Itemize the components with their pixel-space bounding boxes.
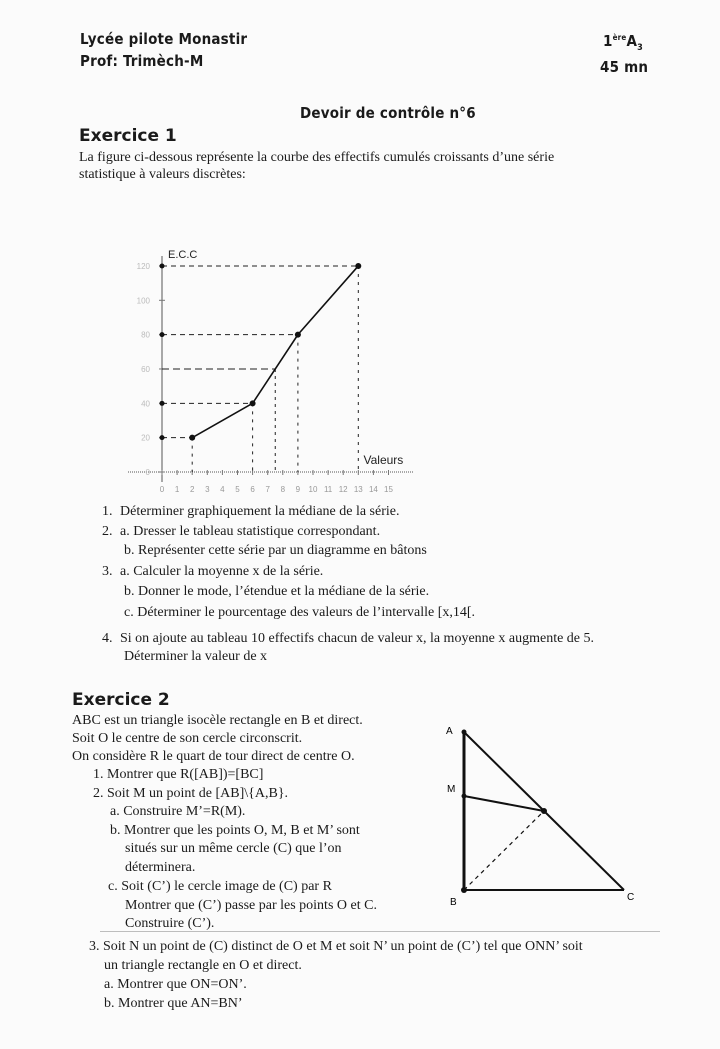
ex2-line: Construire (C’). <box>125 916 215 931</box>
ex2-line: situés sur un même cercle (C) que l’on <box>125 841 342 856</box>
point-b <box>461 887 467 893</box>
ex2-line: b. Montrer que AN=BN’ <box>104 996 243 1011</box>
ex2-line: un triangle rectangle en O et direct. <box>104 958 302 973</box>
ex2-line: 3. Soit N un point de (C) distinct de O et M et soit N’ un point de (C’) tel que ONN’ soit <box>89 939 583 954</box>
y-tick-label: 60 <box>141 364 150 374</box>
x-tick-label: 9 <box>295 485 301 494</box>
ecc-chart <box>0 190 720 510</box>
y-tick-label: 80 <box>141 330 150 340</box>
ex2-line: ABC est un triangle isocèle rectangle en B et direct. <box>72 713 363 728</box>
x-tick-label: 3 <box>205 485 210 494</box>
x-tick-label: 11 <box>323 485 333 494</box>
exercise1-heading: Exercice 1 <box>79 126 177 146</box>
triangle-figure <box>430 720 650 920</box>
divider <box>100 931 660 932</box>
teacher-name: Prof: Trimèch-M <box>80 52 204 70</box>
question-2a: 2. a. Dresser le tableau statistique correspondant. <box>102 524 381 539</box>
ex2-line: c. Soit (C’) le cercle image de (C) par R <box>108 879 332 894</box>
question-3c: c. Déterminer le pourcentage des valeurs de l’intervalle [x,14[. <box>124 605 476 620</box>
label-a: A <box>446 726 453 737</box>
exercise1-intro-line2: statistique à valeurs discrètes: <box>79 167 246 182</box>
ex2-line: b. Montrer que les points O, M, B et M’ sont <box>110 823 360 838</box>
y-tick-label: 40 <box>141 399 150 409</box>
y-axis-marker <box>160 332 165 337</box>
ex2-line: Soit O le centre de son cercle circonscrit. <box>72 731 303 746</box>
school-name: Lycée pilote Monastir <box>80 30 248 48</box>
x-tick-label: 8 <box>280 485 286 494</box>
x-tick-label: 0 <box>159 485 165 494</box>
x-tick-label: 4 <box>220 485 225 494</box>
y-axis-marker <box>160 401 165 406</box>
label-b: B <box>450 897 457 908</box>
chart-axes <box>128 256 414 482</box>
exercise2-heading: Exercice 2 <box>72 690 170 710</box>
ex2-line: a. Construire M’=R(M). <box>110 804 246 819</box>
y-axis-label: E.C.C <box>168 248 198 261</box>
ex2-line: déterminera. <box>125 860 196 875</box>
duration: 45 mn <box>600 58 649 76</box>
y-axis-marker <box>160 435 165 440</box>
ex2-line: 1. Montrer que R([AB])=[BC] <box>93 767 264 782</box>
label-m: M <box>447 784 456 795</box>
x-tick-label: 13 <box>353 485 363 494</box>
data-point <box>355 263 361 269</box>
ex2-line: On considère R le quart de tour direct de centre O. <box>72 749 355 764</box>
question-4: 4. Si on ajoute au tableau 10 effectifs chacun de valeur x, la moyenne x augmente de 5. <box>102 631 595 646</box>
x-tick-label: 5 <box>235 485 240 494</box>
chart-guides <box>160 263 359 472</box>
data-point <box>295 332 301 338</box>
exercise1-intro-line1: La figure ci-dessous représente la courbe des effectifs cumulés croissants d’une série <box>79 150 555 165</box>
y-tick-label: 100 <box>136 296 150 306</box>
question-2b: b. Représenter cette série par un diagramme en bâtons <box>124 543 427 558</box>
data-point <box>189 435 195 441</box>
chart-series <box>189 263 361 441</box>
segment-bo <box>464 811 544 890</box>
class-level: $1èreA_3$ <box>603 32 644 53</box>
y-tick-label: 120 <box>136 261 150 271</box>
data-point <box>250 400 256 406</box>
question-1: 1. Déterminer graphiquement la médiane de la série. <box>102 504 400 519</box>
x-tick-label: 10 <box>308 485 318 494</box>
ex2-line: a. Montrer que ON=ON’. <box>104 977 247 992</box>
x-tick-label: 12 <box>338 485 348 494</box>
x-tick-label: 7 <box>265 485 270 494</box>
y-tick-label: 20 <box>141 433 150 443</box>
point-m <box>462 794 467 799</box>
page-title: Devoir de contrôle n°6 <box>300 104 476 122</box>
question-3b: b. Donner le mode, l’étendue et la médiane de la série. <box>124 584 430 599</box>
label-c: C <box>627 892 635 903</box>
x-tick-label: 14 <box>368 485 378 494</box>
ex2-line: 2. Soit M un point de [AB]\{A,B}. <box>93 786 289 801</box>
x-tick-label: 2 <box>189 485 195 494</box>
x-axis-label: Valeurs <box>363 453 404 467</box>
y-tick-label: 0 <box>145 468 150 477</box>
ex2-line: Montrer que (C’) passe par les points O et C. <box>125 898 377 913</box>
y-axis-marker <box>160 263 165 268</box>
point-a <box>462 730 467 735</box>
point-o <box>541 808 547 814</box>
x-tick-label: 6 <box>250 485 255 494</box>
x-tick-label: 1 <box>174 485 180 494</box>
chart-labels <box>137 249 404 494</box>
question-3a: 3. a. Calculer la moyenne x de la série. <box>102 564 324 579</box>
x-tick-label: 15 <box>384 485 393 494</box>
question-4-cont: Déterminer la valeur de x <box>124 649 268 664</box>
